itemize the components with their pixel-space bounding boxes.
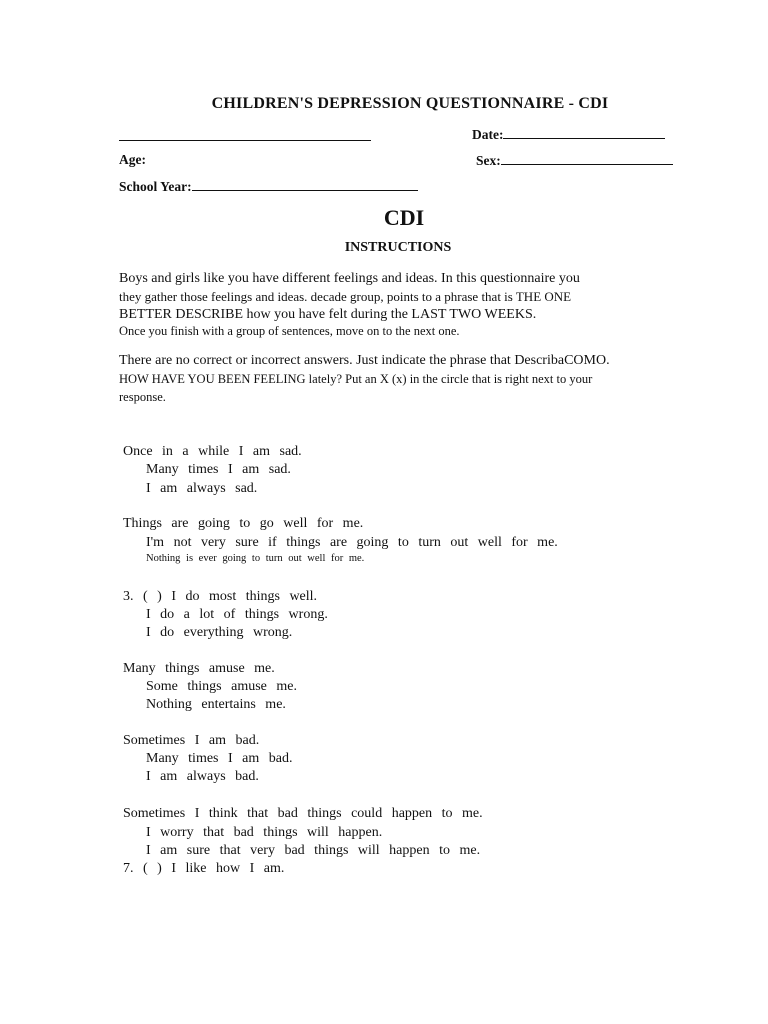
instructions-line: Once you finish with a group of sentences, move on to the next one. bbox=[119, 324, 460, 338]
page-title: CHILDREN'S DEPRESSION QUESTIONNAIRE - CDI bbox=[211, 95, 609, 112]
instructions-line: Boys and girls like you have different feelings and ideas. In this questionnaire you bbox=[119, 271, 580, 286]
question-6-option-c[interactable]: I am sure that very bad things will happen to me. bbox=[146, 843, 481, 858]
instructions-line: they gather those feelings and ideas. decade group, points to a phrase that is THE ONE bbox=[119, 289, 572, 304]
school-year-label: School Year: bbox=[119, 179, 192, 194]
instructions-line: HOW HAVE YOU BEEN FEELING lately? Put an X (x) in the circle that is right next to your bbox=[119, 372, 593, 386]
question-6-option-b[interactable]: I worry that bad things will happen. bbox=[146, 825, 383, 840]
question-1-option-a[interactable]: Once in a while I am sad. bbox=[123, 444, 302, 459]
question-4-option-a[interactable]: Many things amuse me. bbox=[123, 661, 275, 676]
instructions-paragraph-2 bbox=[119, 352, 610, 406]
sex-field[interactable] bbox=[476, 152, 673, 169]
school-year-field[interactable] bbox=[119, 178, 418, 195]
question-6-option-a[interactable]: Sometimes I think that bad things could happen to me. bbox=[123, 806, 483, 821]
instructions-line: response. bbox=[119, 390, 166, 404]
question-2-option-a[interactable]: Things are going to go well for me. bbox=[123, 516, 364, 531]
question-5-option-c[interactable]: I am always bad. bbox=[146, 769, 259, 784]
instructions-title: INSTRUCTIONS bbox=[344, 240, 452, 255]
question-4-option-c[interactable]: Nothing entertains me. bbox=[146, 697, 286, 712]
question-5-option-b[interactable]: Many times I am bad. bbox=[146, 751, 293, 766]
instructions-line: There are no correct or incorrect answers. Just indicate the phrase that DescribaCOMO. bbox=[119, 353, 610, 368]
question-3-option-b[interactable]: I do a lot of things wrong. bbox=[146, 607, 328, 622]
date-field[interactable] bbox=[472, 126, 665, 143]
name-field-line[interactable] bbox=[119, 128, 371, 146]
section-heading: CDI bbox=[383, 205, 425, 230]
instructions-line: BETTER DESCRIBE how you have felt during the LAST TWO WEEKS. bbox=[119, 307, 537, 322]
question-4-option-b[interactable]: Some things amuse me. bbox=[146, 679, 297, 694]
sex-label: Sex: bbox=[476, 153, 501, 168]
question-3-option-c[interactable]: I do everything wrong. bbox=[146, 625, 293, 640]
question-3-option-a[interactable]: 3. ( ) I do most things well. bbox=[123, 589, 318, 604]
question-1-option-b[interactable]: Many times I am sad. bbox=[146, 462, 291, 477]
question-2-option-c[interactable]: Nothing is ever going to turn out well for me. bbox=[146, 553, 365, 564]
age-label: Age: bbox=[119, 152, 146, 167]
question-5-option-a[interactable]: Sometimes I am bad. bbox=[123, 733, 260, 748]
question-2-option-b[interactable]: I'm not very sure if things are going to turn out well for me. bbox=[146, 535, 558, 550]
instructions-paragraph-1 bbox=[119, 270, 580, 338]
question-7-option-a[interactable]: 7. ( ) I like how I am. bbox=[123, 861, 285, 876]
question-1-option-c[interactable]: I am always sad. bbox=[146, 481, 258, 496]
date-label: Date: bbox=[472, 127, 504, 142]
